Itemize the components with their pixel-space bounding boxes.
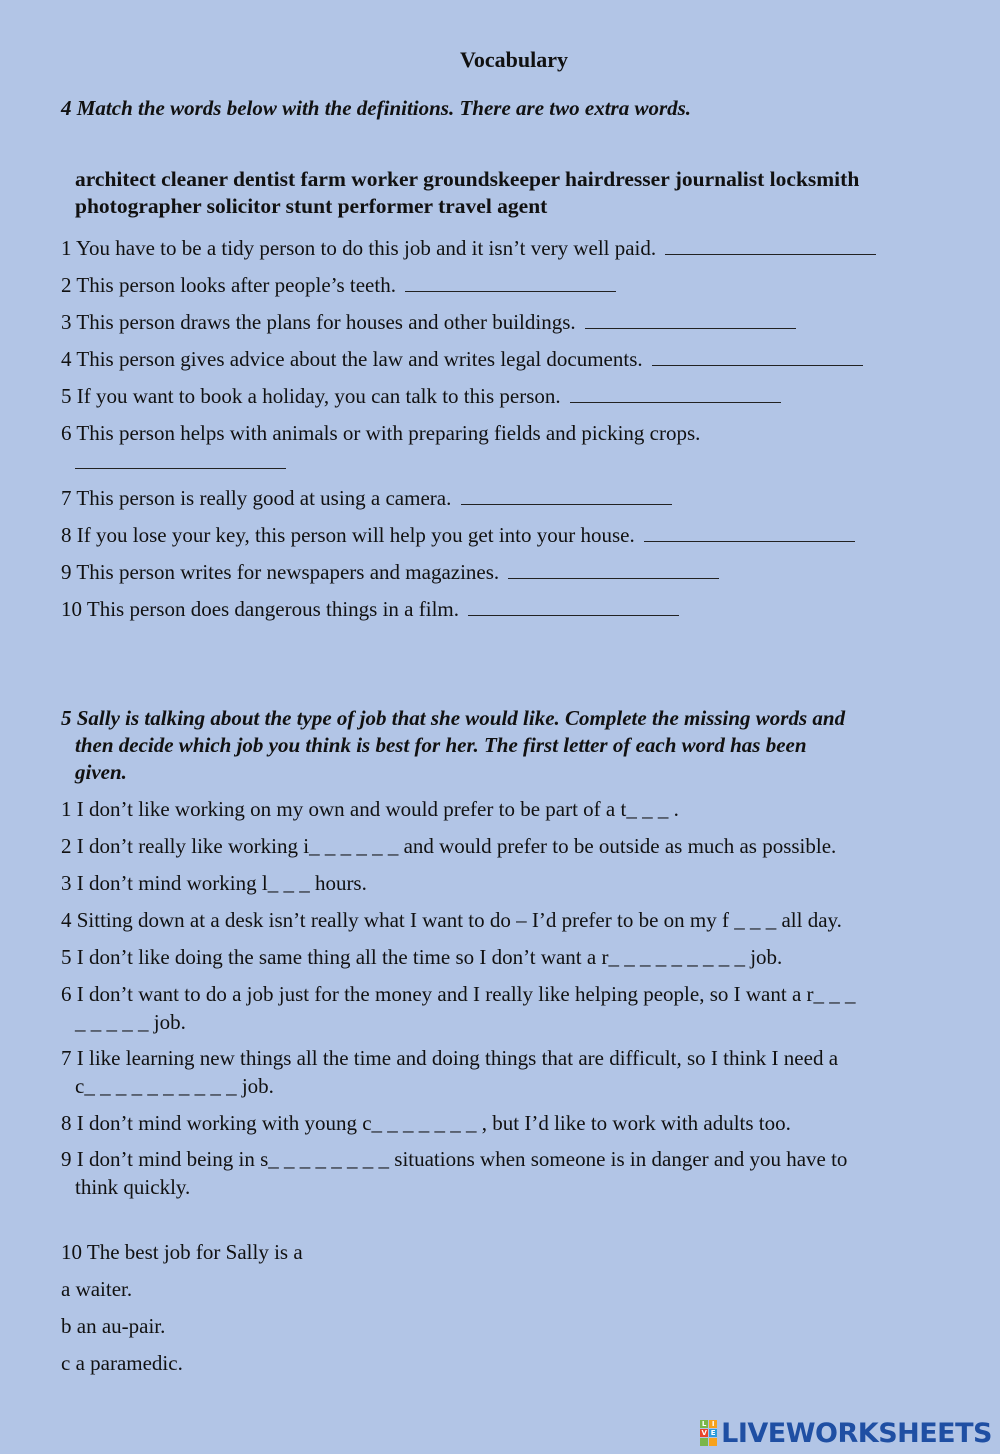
page-title: Vocabulary <box>460 47 568 72</box>
sentence-line: _ _ _ _ _ job. <box>75 1010 186 1034</box>
definition-item-8 <box>61 521 961 549</box>
logo-mark-icon <box>700 1420 717 1446</box>
sentence-item-3[interactable]: 3 I don’t mind working l_ _ _ hours. <box>61 871 367 895</box>
definition-text: 3 This person draws the plans for houses and other buildings. <box>61 310 576 334</box>
answer-blank[interactable] <box>644 523 855 542</box>
sentence-line: 7 I like learning new things all the time and doing things that are difficult, so I think I need a <box>61 1046 839 1070</box>
definition-item-3 <box>61 308 961 336</box>
answer-blank[interactable] <box>585 310 796 329</box>
sentence-line: think quickly. <box>75 1175 191 1199</box>
sentence-item-4[interactable]: 4 Sitting down at a desk isn’t really what I want to do – I’d prefer to be on my f _ _ _ all day. <box>61 908 842 932</box>
definition-item-10 <box>61 595 961 623</box>
definition-text: 6 This person helps with animals or with preparing fields and picking crops. <box>61 421 701 445</box>
definition-item-9 <box>61 558 961 586</box>
logo-cell <box>700 1438 708 1446</box>
answer-blank[interactable] <box>461 486 672 505</box>
logo-cell: I <box>709 1420 717 1428</box>
sentence-item-7[interactable] <box>61 1044 961 1100</box>
sentence-item-1[interactable]: 1 I don’t like working on my own and would prefer to be part of a t_ _ _ . <box>61 797 679 821</box>
definition-item-6 <box>61 419 961 447</box>
answer-blank[interactable] <box>468 597 679 616</box>
sentence-line: 6 I don’t want to do a job just for the money and I really like helping people, so I want a r_ _ _ <box>61 982 856 1006</box>
sentence-item-6[interactable] <box>61 980 961 1036</box>
answer-blank[interactable] <box>652 347 863 366</box>
definition-item-6-blank-row <box>71 448 971 476</box>
section5-instruction <box>61 705 961 786</box>
definition-text: 9 This person writes for newspapers and magazines. <box>61 560 500 584</box>
definition-text: 1 You have to be a tidy person to do this job and it isn’t very well paid. <box>61 236 657 260</box>
definition-text: 10 This person does dangerous things in a film. <box>61 597 459 621</box>
answer-blank[interactable] <box>75 450 286 469</box>
definition-item-1 <box>61 234 961 262</box>
section5-instruction-line: then decide which job you think is best for her. The first letter of each word has been <box>75 733 807 757</box>
definition-item-4 <box>61 345 961 373</box>
logo-cell: E <box>710 1429 716 1437</box>
logo-cell: L <box>701 1420 707 1428</box>
logo-cell: V <box>701 1429 707 1437</box>
definition-item-2 <box>61 271 961 299</box>
definition-text: 5 If you want to book a holiday, you can talk to this person. <box>61 384 561 408</box>
definition-text: 7 This person is really good at using a camera. <box>61 486 452 510</box>
answer-blank[interactable] <box>665 236 876 255</box>
word-bank: architect cleaner dentist farm worker groundskeeper hairdresser journalist locksmith photographer solicitor stunt performer travel agent <box>75 167 860 218</box>
sentence-item-5[interactable]: 5 I don’t like doing the same thing all the time so I don’t want a r_ _ _ _ _ _ _ _ _ job. <box>61 945 783 969</box>
sentence-item-8[interactable]: 8 I don’t mind working with young c_ _ _ _ _ _ _ , but I’d like to work with adults too. <box>61 1111 791 1135</box>
answer-blank[interactable] <box>508 560 719 579</box>
sentence-line: 9 I don’t mind being in s_ _ _ _ _ _ _ _ situations when someone is in danger and you have to <box>61 1147 848 1171</box>
option-c[interactable]: c a paramedic. <box>61 1351 183 1375</box>
sentence-item-9[interactable] <box>61 1145 961 1201</box>
answer-blank[interactable] <box>570 384 781 403</box>
option-b[interactable]: b an au-pair. <box>61 1314 166 1338</box>
definition-text: 8 If you lose your key, this person will help you get into your house. <box>61 523 635 547</box>
definition-text: 2 This person looks after people’s teeth. <box>61 273 396 297</box>
logo-text: LIVEWORKSHEETS <box>721 1417 992 1449</box>
definition-item-5 <box>61 382 961 410</box>
section5-instruction-line: given. <box>75 760 127 784</box>
logo-cell <box>709 1438 717 1446</box>
liveworksheets-logo <box>700 1418 992 1448</box>
sentence-item-2[interactable]: 2 I don’t really like working i_ _ _ _ _ _ and would prefer to be outside as much as possible. <box>61 834 837 858</box>
definition-text: 4 This person gives advice about the law and writes legal documents. <box>61 347 643 371</box>
section4-instruction: 4 Match the words below with the definitions. There are two extra words. <box>61 96 692 120</box>
section5-instruction-line: 5 Sally is talking about the type of job that she would like. Complete the missing words and <box>61 706 846 730</box>
definition-item-7 <box>61 484 961 512</box>
sentence-line: c_ _ _ _ _ _ _ _ _ _ job. <box>75 1074 274 1098</box>
option-a[interactable]: a waiter. <box>61 1277 133 1301</box>
question-10: 10 The best job for Sally is a <box>61 1240 303 1264</box>
answer-blank[interactable] <box>405 273 616 292</box>
